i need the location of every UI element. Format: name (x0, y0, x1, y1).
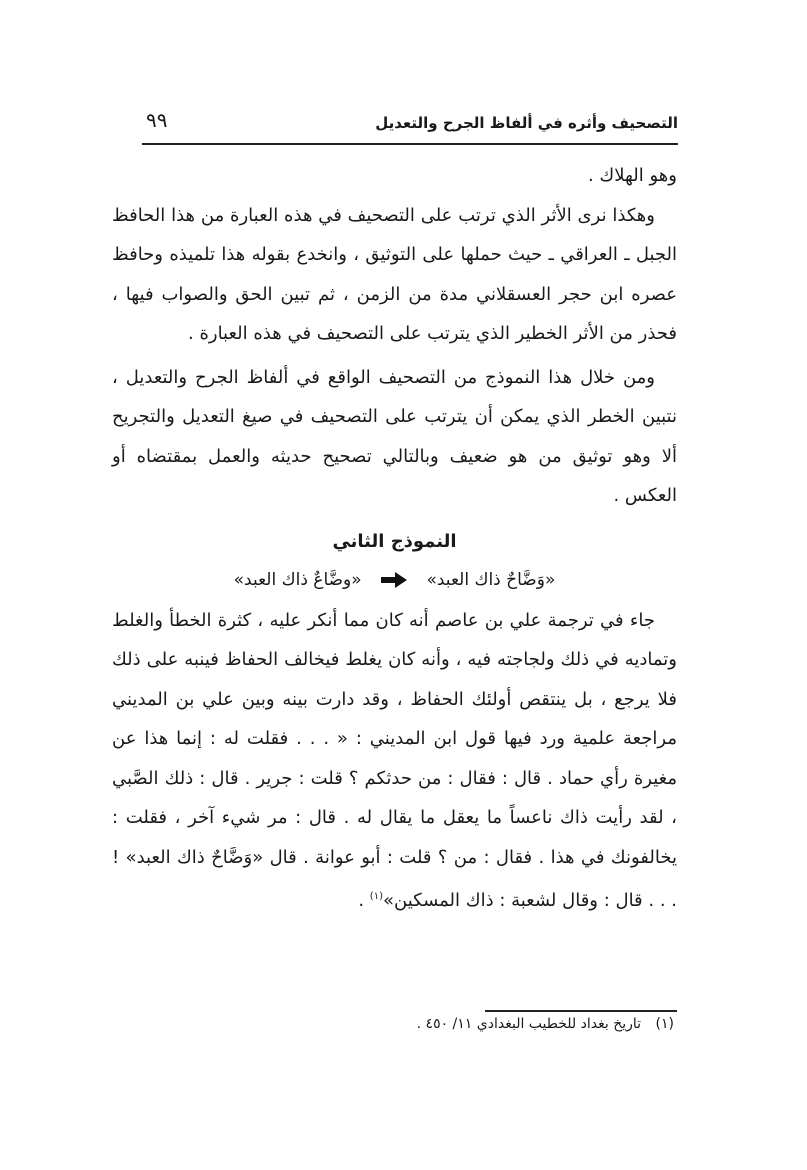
example-original: «وَضَّاحٌ ذاك العبد» (426, 570, 556, 590)
page-number: ٩٩ (146, 108, 168, 132)
running-title: التصحيف وأثره في ألفاظ الجرح والتعديل (375, 114, 678, 132)
footnote-text: تاريخ بغداد للخطيب البغدادي ١١/ ٤٥٠ . (416, 1016, 642, 1032)
main-text (112, 156, 677, 921)
paragraph-1: وهكذا نرى الأثر الذي ترتب على التصحيف في هذه العبارة من هذا الحافظ الجبل ـ العراقي ـ حيث حملها على التوثيق ، وانخدع بقوله هذا تلميذه وحافظ عصره ابن حجر العسقلاني مدة من الزمن ، ثم تبين الحق والصواب فيها ، فحذر من الأثر الخطير الذي يترتب على التصحيف في هذه العبارة . (112, 204, 677, 344)
header-divider (142, 143, 678, 145)
footnote-reference[interactable]: (١) (369, 891, 383, 902)
example-comparison (112, 561, 677, 601)
text-line-continuation: وهو الهلاك . (587, 165, 677, 186)
paragraph-3-text: جاء في ترجمة علي بن عاصم أنه كان مما أنكر عليه ، كثرة الخطأ والغلط وتماديه في ذلك ولجاجته فيه ، وأنه كان يغلط فيخالف الحفاظ فينبه على ذلك فلا يرجع ، بل ينتقص أولئك الحفاظ ، وقد دارت بينه وبين علي بن المديني مراجعة علمية ورد فيها قول ابن المديني : « . . . فقلت له : إنما هذا عن مغيرة رأي حماد . قال : فقال : من حدثكم ؟ قلت : جرير . قال : ذلك الصَّبي ، لقد رأيت ذاك ناعساً ما يعقل ما يقال له . قال : مر شيء آخر ، فقلت : يخالفونك في هذا . فقال : من ؟ قلت : أبو عوانة . قال «وَضَّاحٌ ذاك العبد» ! . . . قال : وقال لشعبة : ذاك المسكين» (112, 609, 677, 911)
footnote-divider (485, 1010, 677, 1012)
example-corrected: «وضَّاعٌ ذاك العبد» (233, 570, 362, 590)
paragraph-3-end: . (358, 890, 370, 911)
section-title: النموذج الثاني (332, 530, 457, 552)
footnote (417, 1016, 674, 1032)
footnote-number: (١) (655, 1016, 674, 1032)
page-header (142, 106, 678, 144)
paragraph-3 (112, 601, 677, 921)
right-arrow-icon (381, 572, 407, 588)
paragraph-2: ومن خلال هذا النموذج من التصحيف الواقع في ألفاظ الجرح والتعديل ، نتبين الخطر الذي يمكن أن يترتب على التصحيف في صيغ التعديل والتجريح ألا وهو توثيق من هو ضعيف وبالتالي تصحيح حديثه والعمل بمقتضاه أو العكس . (112, 366, 677, 506)
